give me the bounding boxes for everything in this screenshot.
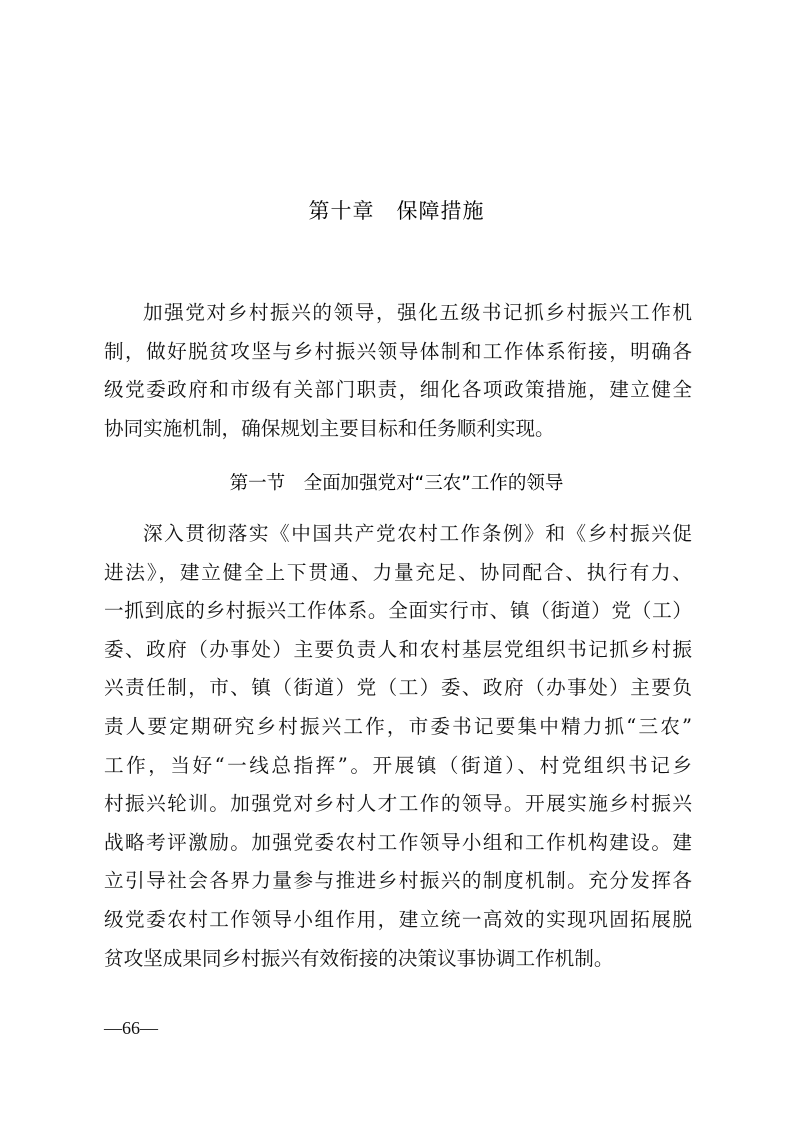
paragraph-line: 村振兴轮训。加强党对乡村人才工作的领导。开展实施乡村振兴 (104, 792, 692, 816)
paragraph-line: 协同实施机制，确保规划主要目标和任务顺利实现。 (104, 416, 555, 440)
intro-paragraph (104, 294, 692, 448)
paragraph-line: 级党委农村工作领导小组作用，建立统一高效的实现巩固拓展脱 (104, 907, 692, 931)
paragraph-line: 级党委政府和市级有关部门职责，细化各项政策措施，建立健全 (104, 378, 692, 402)
paragraph-line: 制，做好脱贫攻坚与乡村振兴领导体制和工作体系衔接，明确各 (104, 339, 692, 363)
paragraph-line: 兴责任制，市、镇（街道）党（工）委、政府（办事处）主要负 (104, 676, 692, 700)
chapter-title: 第十章 保障措施 (308, 199, 485, 223)
page-number: —66— (104, 1018, 158, 1038)
section-title: 第一节 全面加强党对“三农”工作的领导 (229, 473, 564, 494)
section-paragraph (104, 515, 692, 978)
paragraph-line: 进法》，建立健全上下贯通、力量充足、协同配合、执行有力、 (104, 560, 692, 584)
paragraph-line: 加强党对乡村振兴的领导，强化五级书记抓乡村振兴工作机 (143, 301, 692, 324)
paragraph-line: 深入贯彻落实《中国共产党农村工作条例》和《乡村振兴促 (143, 522, 692, 545)
paragraph-line: 战略考评激励。加强党委农村工作领导小组和工作机构建设。建 (104, 830, 692, 854)
paragraph-line: 立引导社会各界力量参与推进乡村振兴的制度机制。充分发挥各 (104, 869, 692, 893)
paragraph-line: 工作，当好“一线总指挥”。开展镇（街道）、村党组织书记乡 (104, 753, 692, 777)
paragraph-line: 责人要定期研究乡村振兴工作，市委书记要集中精力抓“三农” (104, 714, 692, 738)
paragraph-line: 贫攻坚成果同乡村振兴有效衔接的决策议事协调工作机制。 (104, 946, 614, 970)
paragraph-line: 一抓到底的乡村振兴工作体系。全面实行市、镇（街道）党（工） (104, 599, 692, 623)
paragraph-line: 委、政府（办事处）主要负责人和农村基层党组织书记抓乡村振 (104, 637, 692, 661)
